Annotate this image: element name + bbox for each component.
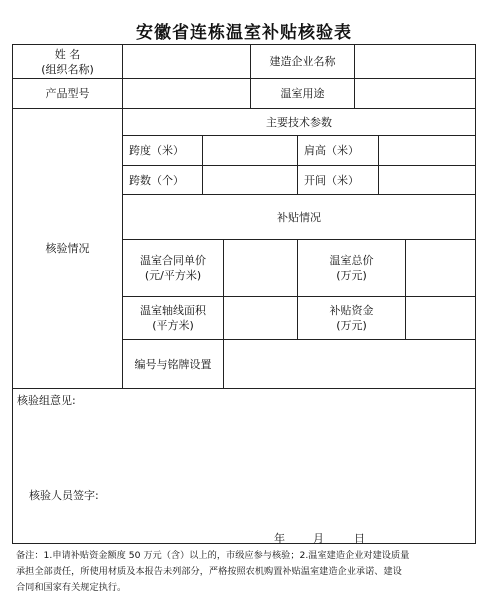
applicant-name-label-line2: (组织名称) — [41, 62, 94, 76]
contract-unit-price-line1: 温室合同单价 — [140, 254, 206, 267]
axis-area-line1: 温室轴线面积 — [140, 304, 206, 317]
subsidy-header: 补贴情况 — [277, 210, 321, 224]
span-count-field[interactable] — [203, 166, 297, 194]
span-field[interactable] — [203, 136, 297, 165]
date-day: 日 — [354, 532, 365, 545]
opinion-label: 核验组意见: — [17, 394, 76, 407]
subsidy-fund-label — [298, 297, 405, 339]
applicant-name-label — [13, 45, 122, 78]
applicant-name-field[interactable] — [123, 45, 250, 78]
border-bottom — [12, 543, 476, 544]
total-price-line2: (万元) — [336, 269, 367, 282]
verification-form — [12, 44, 476, 544]
contract-unit-price-line2: (元/平方米) — [144, 269, 202, 282]
nameplate-field[interactable] — [224, 340, 475, 388]
greenhouse-usage-field[interactable] — [355, 79, 475, 108]
builder-name-label: 建造企业名称 — [269, 55, 336, 68]
product-model-field[interactable] — [123, 79, 250, 108]
subsidy-fund-line2: (万元) — [336, 319, 367, 332]
border-right — [475, 44, 476, 544]
builder-name-field[interactable] — [355, 45, 475, 78]
document-title: 安徽省连栋温室补贴核验表 — [136, 23, 352, 43]
nameplate-label: 编号与铭牌设置 — [134, 357, 212, 371]
greenhouse-usage-label: 温室用途 — [280, 87, 325, 100]
subsidy-fund-field[interactable] — [406, 297, 475, 339]
axis-area-line2: (平方米) — [152, 319, 194, 332]
tech-params-header: 主要技术参数 — [266, 115, 332, 129]
contract-unit-price-field[interactable] — [224, 240, 297, 296]
contract-unit-price-label — [123, 240, 223, 296]
total-price-line1: 温室总价 — [329, 254, 374, 267]
eave-height-label: 肩高（米） — [304, 144, 359, 157]
span-count-label: 跨数（个） — [129, 173, 184, 187]
date-month: 月 — [313, 532, 324, 545]
total-price-label — [298, 240, 405, 296]
remarks-line2: 承担全部责任，所使用材质及本报告未列部分，严格按照农机购置补贴温室建造企业承诺、建设 — [16, 566, 402, 577]
applicant-name-label-line1: 姓 名 — [54, 47, 81, 61]
remarks-line1: 备注：1.申请补贴资金额度 50 万元（含）以上的，市级应参与核验；2.温室建造企业对建设质量 — [16, 550, 410, 561]
signer-label: 核验人员签字: — [29, 489, 99, 502]
opinion-field[interactable] — [13, 389, 475, 543]
eave-height-field[interactable] — [379, 136, 475, 165]
subsidy-fund-line1: 补贴资金 — [329, 304, 374, 317]
remarks-line3: 合同和国家有关规定执行。 — [16, 582, 127, 593]
span-label: 跨度（米） — [129, 144, 184, 157]
axis-area-field[interactable] — [224, 297, 297, 339]
remarks — [16, 548, 476, 596]
bay-width-label: 开间（米） — [304, 173, 359, 187]
inspection-label: 核验情况 — [45, 242, 90, 255]
product-model-label: 产品型号 — [45, 87, 90, 100]
bay-width-field[interactable] — [379, 166, 475, 194]
axis-area-label — [123, 297, 223, 339]
date-year: 年 — [274, 532, 285, 545]
total-price-field[interactable] — [406, 240, 475, 296]
